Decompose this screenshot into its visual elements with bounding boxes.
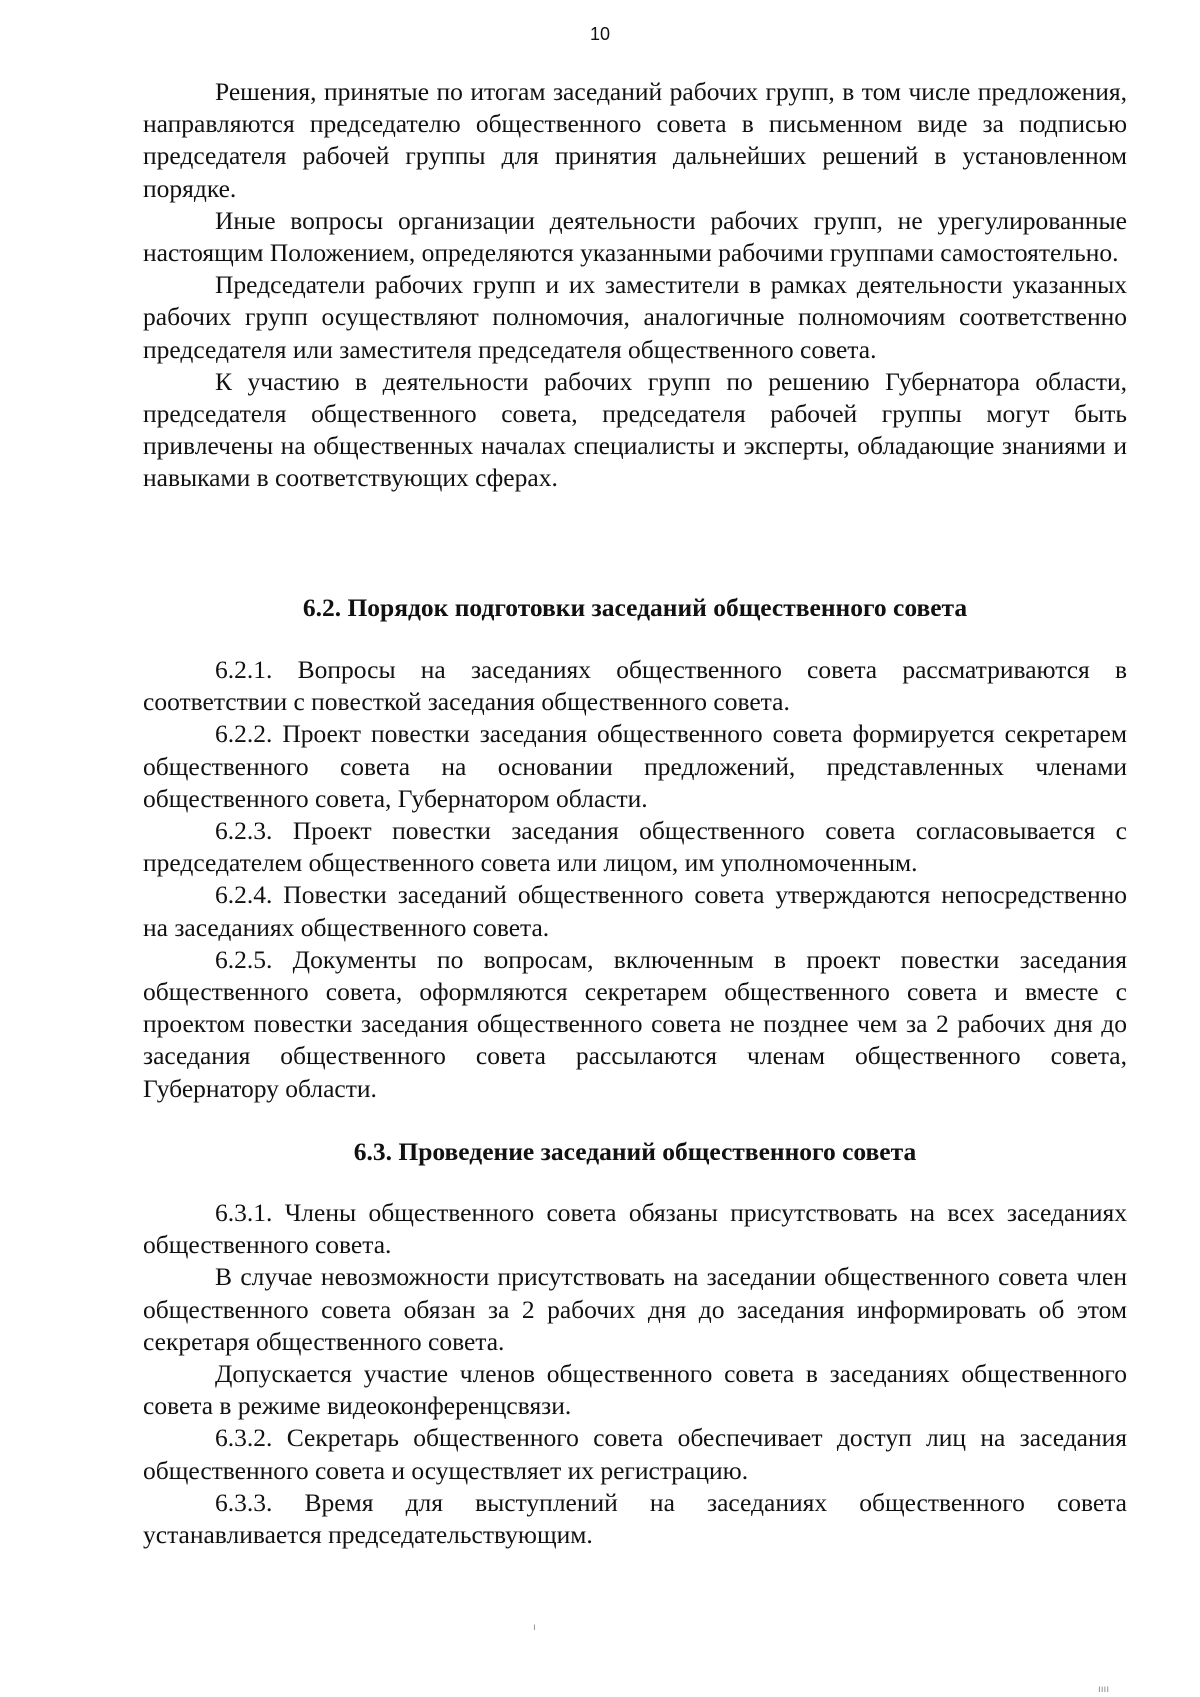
paragraph: Решения, принятые по итогам заседаний рабочих групп, в том числе предложения, направляются председателю общественного совета в письменном виде за подписью председателя рабочей группы для принятия дальнейших решений в установленном порядке. (143, 77, 1127, 203)
paragraph-6-2-4: 6.2.4. Повестки заседаний общественного совета утверждаются непосредственно на заседаниях общественного совета. (143, 880, 1127, 942)
paragraph: К участию в деятельности рабочих групп по решению Губернатора области, председателя общественного совета, председателя рабочей группы могут быть привлечены на общественных началах специалисты и эксперты, обладающие знаниями и навыками в соответствующих сферах. (143, 366, 1127, 493)
paragraph-6-2-3: 6.2.3. Проект повестки заседания общественного совета согласовывается с председателем общественного совета или лицом, им уполномоченным. (143, 816, 1127, 878)
section-6-2-body (143, 654, 1127, 1105)
scan-speck: ı (533, 1622, 536, 1633)
intro-paragraphs (143, 76, 1127, 495)
paragraph-6-2-5: 6.2.5. Документы по вопросам, включенным в проект повестки заседания общественного совета, оформляются секретарем общественного совета и вместе с проектом повестки заседания общественного совета не позднее чем за 2 рабочих дня до заседания общественного совета рассылаются членам общественного совета, Губернатору области. (143, 944, 1127, 1103)
scan-speck: ıııı (1098, 1684, 1110, 1695)
section-heading-6-2: 6.2. Порядок подготовки заседаний общественного совета (302, 593, 968, 622)
paragraph: В случае невозможности присутствовать на заседании общественного совета член общественного совета обязан за 2 рабочих дня до заседания информировать об этом секретаря общественного совета. (143, 1262, 1127, 1356)
page-number: 10 (589, 24, 611, 44)
section-6-3-body (143, 1197, 1127, 1551)
section-heading-6-3: 6.3. Проведение заседаний общественного совета (353, 1137, 917, 1166)
paragraph: Допускается участие членов общественного совета в заседаниях общественного совета в режиме видеоконференцсвязи. (143, 1359, 1127, 1421)
paragraph-6-2-1: 6.2.1. Вопросы на заседаниях общественного совета рассматриваются в соответствии с повесткой заседания общественного совета. (143, 655, 1127, 717)
paragraph: Иные вопросы организации деятельности рабочих групп, не урегулированные настоящим Положением, определяются указанными рабочими группами самостоятельно. (143, 205, 1127, 268)
paragraph-6-2-2: 6.2.2. Проект повестки заседания общественного совета формируется секретарем общественного совета на основании предложений, представленных членами общественного совета, Губернатором области. (143, 719, 1127, 813)
paragraph-6-3-3: 6.3.3. Время для выступлений на заседаниях общественного совета устанавливается председательствующим. (143, 1487, 1127, 1550)
paragraph-6-3-1: 6.3.1. Члены общественного совета обязаны присутствовать на всех заседаниях общественного совета. (143, 1198, 1127, 1260)
paragraph-6-3-2: 6.3.2. Секретарь общественного совета обеспечивает доступ лиц на заседания общественного совета и осуществляет их регистрацию. (143, 1423, 1127, 1485)
paragraph: Председатели рабочих групп и их заместители в рамках деятельности указанных рабочих групп осуществляют полномочия, аналогичные полномочиям соответственно председателя или заместителя председателя общественного совета. (143, 270, 1127, 364)
